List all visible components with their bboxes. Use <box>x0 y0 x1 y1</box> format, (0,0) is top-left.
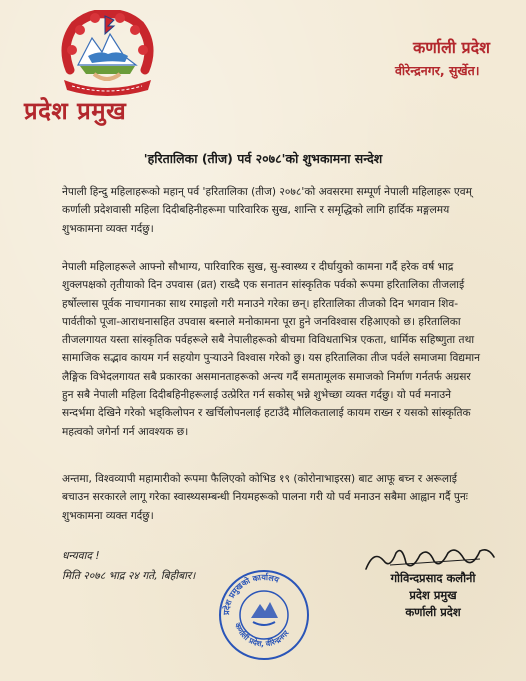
signatory-name: गोविन्दप्रसाद कलौनी <box>390 571 476 585</box>
office-title: प्रदेश प्रमुख <box>24 97 127 125</box>
nepal-emblem-icon <box>50 10 165 100</box>
paragraph-3: अन्तमा, विश्वव्यापी महामारीको रूपमा फैलिएको कोभिड १९ (कोरोनाभाइरस) बाट आफू बच्न र अरूलाई बचाउन सरकारले लागू गरेका स्वास्थ्यसम्बन्धी नियमहरूको पालना गरी यो पर्व मनाउन सबैमा आह्वान गर्दै पुनः शुभकामना व्यक्त गर्दछु। <box>62 473 468 522</box>
stamp-text-bottom: कर्णाली प्रदेश, वीरेन्द्रनगर <box>232 621 291 649</box>
letterhead-right <box>395 36 490 79</box>
signatory-province: कर्णाली प्रदेश <box>405 605 461 619</box>
closing-thanks: धन्यवाद ! <box>62 550 100 562</box>
signatory-block <box>368 570 498 621</box>
province-name: कर्णाली प्रदेश <box>412 38 490 57</box>
stamp-text-top: प्रदेश प्रमुखको कार्यालय <box>221 572 281 616</box>
letter-date: मिति २०७८ भाद्र २४ गते, बिहीबार। <box>62 570 196 582</box>
signatory-designation: प्रदेश प्रमुख <box>409 588 457 602</box>
paragraph-1: नेपाली हिन्दु महिलाहरूको महान् पर्व 'हरितालिका (तीज) २०७८'को अवसरमा सम्पूर्ण नेपाली महिलाहरू एवम् कर्णाली प्रदेशवासी महिला दिदीबहिनीहरूमा पारिवारिक सुख, शान्ति र समृद्धिको लागि हार्दिक मङ्गलमय शुभकामना व्यक्त गर्दछु। <box>62 186 472 235</box>
paragraph-2: नेपाली महिलाहरूले आफ्नो सौभाग्य, पारिवारिक सुख, सु-स्वास्थ्य र दीर्घायुको कामना गर्दै हरेक वर्ष भाद्र शुक्लपक्षको तृतीयाको दिन उपवास (व्रत) राख्दै एक सनातन सांस्कृतिक पर्वको रूपमा हरितालिका तीजलाई हर्षोल्लास पूर्वक नाचगानका साथ रमाइलो गरी मनाउने गरेका छन्। हरितालिका तीजको दिन भगवान शिव-पार्वतीको पूजा-आराधनासहित उपवास बस्नाले मनोकामना पूरा हुने जनविश्वास रहिआएको छ। हरितालिका तीजलगायत यस्ता सांस्कृतिक पर्वहरूले सबै नेपालीहरूको बीचमा विविधताभित्र एकता, धार्मिक सहिष्णुता तथा सामाजिक सद्भाव कायम गर्न सहयोग पुर्‍याउने विश्वास गरेको छु। यस हरितालिका तीज पर्वले समाजमा विद्यमान लैङ्गिक विभेदलगायत सबै प्रकारका असमानताहरूको अन्त्य गर्दै समतामूलक समाजको निर्माण गर्नतर्फ अग्रसर हुन सबै नेपाली महिला दिदीबहिनीहरूलाई उत्प्रेरित गर्न सकोस् भन्ने शुभेच्छा व्यक्त गर्दछु। यो पर्व मनाउने सन्दर्भमा देखिने गरेको भड्किलोपन र खर्चिलोपनलाई हटाउँदै मौलिकतालाई कायम राख्न र यसको सांस्कृतिक महत्वको जगेर्ना गर्न आवश्यक छ। <box>62 261 481 438</box>
letter-subject: 'हरितालिका (तीज) पर्व २०७८'को शुभकामना सन्देश <box>143 151 383 166</box>
official-stamp-icon <box>215 566 313 664</box>
office-address: वीरेन्द्रनगर, सुर्खेत। <box>394 63 480 78</box>
